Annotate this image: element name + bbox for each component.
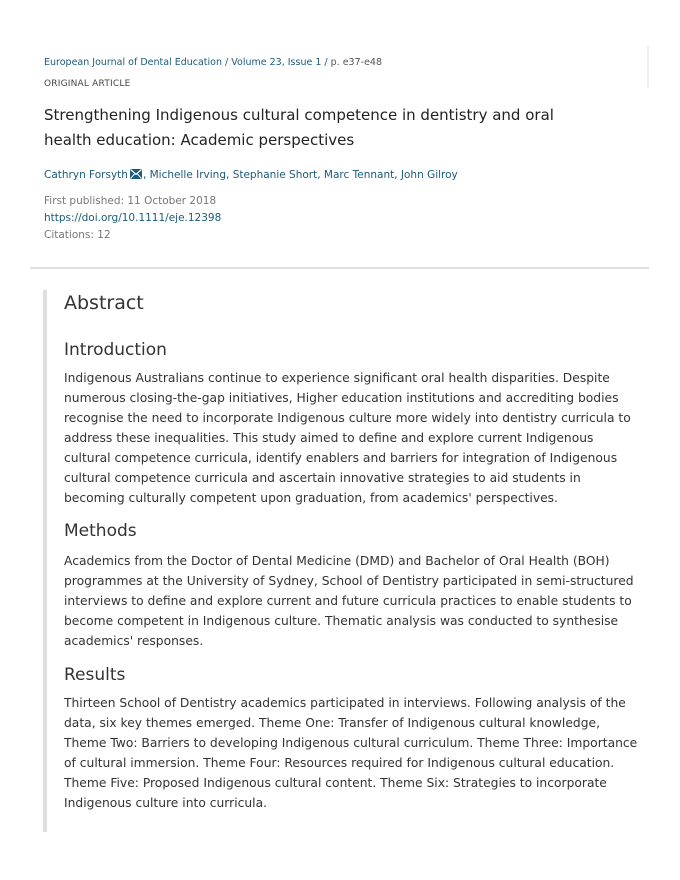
article-type-label: ORIGINAL ARTICLE bbox=[44, 79, 131, 89]
doi-link[interactable]: https://doi.org/10.1111/eje.12398 bbox=[44, 212, 222, 224]
page-edge-divider bbox=[647, 46, 649, 88]
section-divider bbox=[30, 267, 649, 269]
article-title: Strengthening Indigenous cultural competence in dentistry and oral health education: Academic perspectives bbox=[44, 106, 554, 149]
abstract-introduction bbox=[64, 338, 643, 508]
section-heading: Methods bbox=[64, 521, 137, 541]
abstract-heading: Abstract bbox=[64, 292, 144, 314]
abstract-section bbox=[43, 290, 643, 832]
volume-issue-link[interactable]: Volume 23, Issue 1 bbox=[231, 57, 322, 68]
first-published-date: First published: 11 October 2018 bbox=[44, 195, 217, 207]
abstract-results bbox=[64, 663, 643, 813]
author-link[interactable]: Stephanie Short bbox=[232, 169, 318, 181]
envelope-icon[interactable] bbox=[130, 169, 142, 183]
breadcrumb-separator: / bbox=[321, 57, 331, 68]
author-separator: , bbox=[394, 169, 401, 181]
breadcrumb-separator: / bbox=[222, 57, 232, 68]
author-separator: , bbox=[317, 169, 324, 181]
author-link[interactable]: Marc Tennant bbox=[323, 169, 395, 181]
section-text: Thirteen School of Dentistry academics participated in interviews. Following analysis of the data, six key themes emerged. Theme One: Transfer of Indigenous cultural knowledge, Theme Two: Barriers to developing Indigenous cultural curriculum. Theme Three: Importance of cultural immersion. Theme Four: Resources required for Indigenous cultural education. Theme Five: Proposed Indigenous cultural content. Theme Six: Strategies to incorporate Indigenous culture into curricula. bbox=[64, 696, 638, 810]
section-heading: Results bbox=[64, 665, 126, 685]
author-separator: , bbox=[226, 169, 233, 181]
section-text: Academics from the Doctor of Dental Medicine (DMD) and Bachelor of Oral Health (BOH) programmes at the University of Sydney, School of Dentistry participated in semi-structured interviews to define and explore current and future curricula practices to enable students to become competent in Indigenous culture. Thematic analysis was conducted to synthesise academics' responses. bbox=[64, 554, 634, 648]
author-separator: , bbox=[142, 169, 150, 181]
journal-link[interactable]: European Journal of Dental Education bbox=[44, 57, 223, 68]
publication-meta bbox=[44, 193, 644, 244]
author-link[interactable]: Cathryn Forsyth bbox=[44, 169, 128, 181]
citations-link[interactable]: Citations: 12 bbox=[44, 229, 111, 241]
author-list bbox=[44, 168, 644, 183]
author-link[interactable]: Michelle Irving bbox=[149, 169, 226, 181]
breadcrumb bbox=[44, 56, 644, 70]
article-header bbox=[44, 56, 644, 244]
abstract-methods bbox=[64, 519, 643, 651]
page-range: p. e37-e48 bbox=[330, 57, 383, 68]
section-heading: Introduction bbox=[64, 340, 167, 360]
section-text: Indigenous Australians continue to experience significant oral health disparities. Despite numerous closing-the-gap initiatives, Higher education institutions and accrediting bodies recognise the need to incorporate Indigenous culture more widely into dentistry curricula to address these inequalities. This study aimed to define and explore current Indigenous cultural competence curricula, identify enablers and barriers for integration of Indigenous cultural competence curricula and ascertain innovative strategies to aid students in becoming culturally competent upon graduation, from academics' perspectives. bbox=[64, 371, 631, 505]
author-link[interactable]: John Gilroy bbox=[400, 169, 458, 181]
